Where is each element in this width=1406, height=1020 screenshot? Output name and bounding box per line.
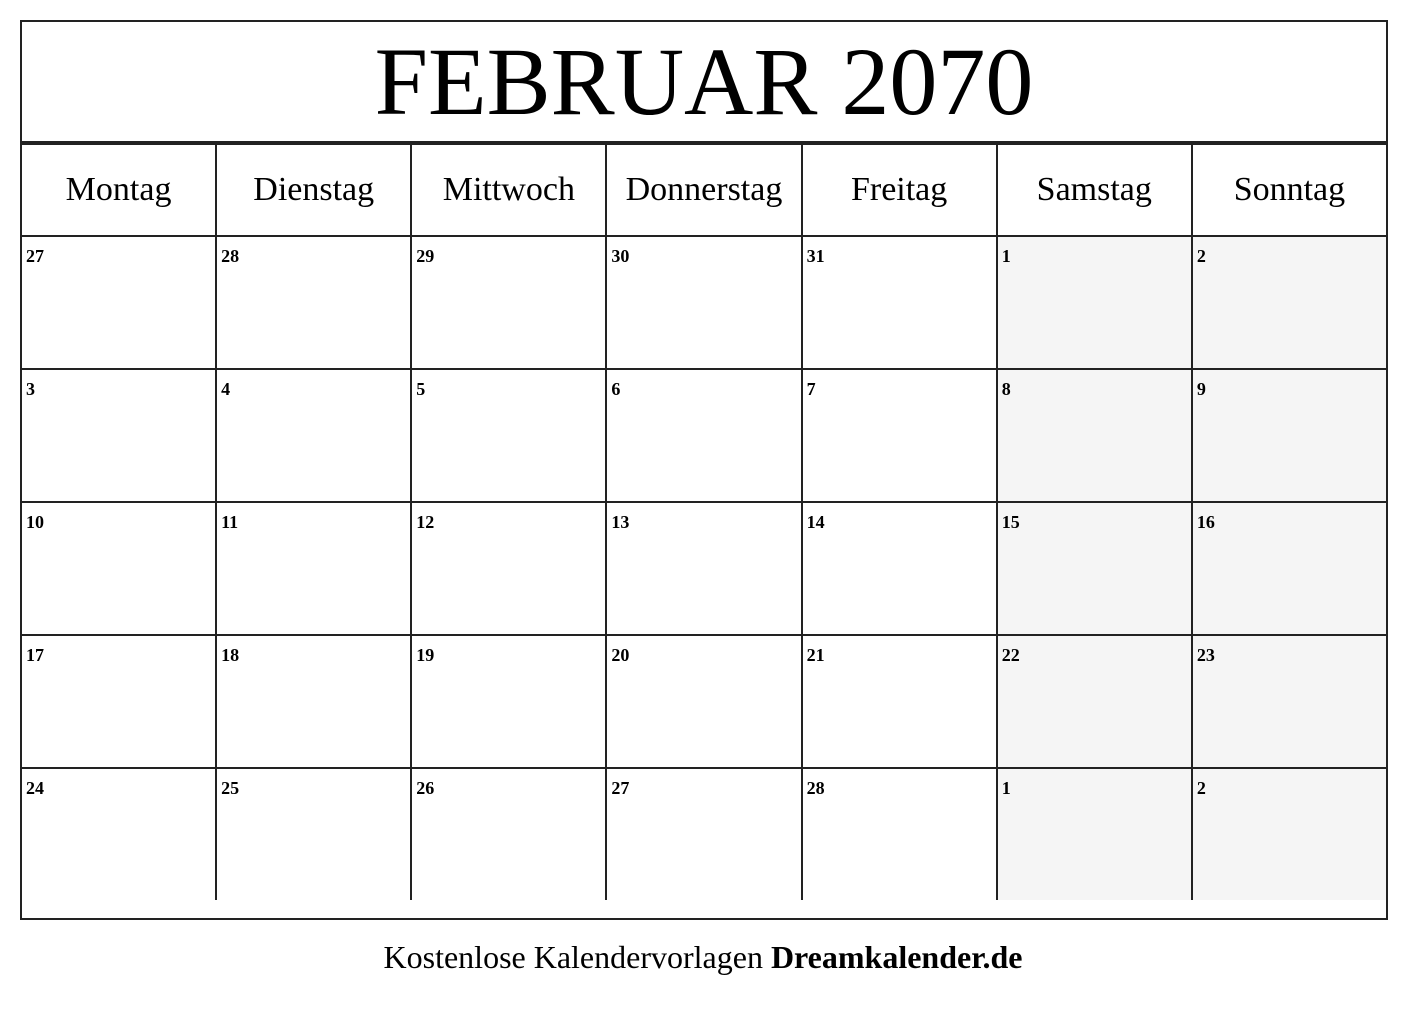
day-cell-weekend <box>998 503 1191 634</box>
day-cell <box>412 503 605 634</box>
calendar-grid <box>22 143 1386 900</box>
day-number: 15 <box>1001 512 1020 532</box>
day-number: 26 <box>416 778 435 798</box>
day-number: 31 <box>806 246 825 266</box>
day-cell-weekend <box>1193 237 1386 368</box>
day-number: 30 <box>611 246 630 266</box>
day-number: 28 <box>806 778 825 798</box>
day-cell-weekend <box>998 636 1191 767</box>
day-cell <box>22 370 215 501</box>
weekday-header-sonntag: Sonntag <box>1193 145 1386 235</box>
day-number: 25 <box>221 778 240 798</box>
day-cell <box>217 769 410 900</box>
day-number: 1 <box>1001 246 1011 266</box>
day-number: 11 <box>221 512 239 532</box>
day-cell-weekend <box>1193 370 1386 501</box>
day-cell <box>217 636 410 767</box>
day-number: 2 <box>1196 778 1206 798</box>
day-cell <box>803 237 996 368</box>
day-cell <box>412 636 605 767</box>
day-number: 20 <box>611 645 630 665</box>
day-number: 18 <box>221 645 240 665</box>
day-number: 14 <box>806 512 825 532</box>
footer <box>0 938 1406 976</box>
day-number: 13 <box>611 512 630 532</box>
day-cell <box>22 237 215 368</box>
day-cell <box>217 370 410 501</box>
weekday-header-samstag: Samstag <box>998 145 1191 235</box>
day-number: 24 <box>26 778 44 798</box>
day-number: 22 <box>1001 645 1020 665</box>
weekday-header-montag: Montag <box>22 145 215 235</box>
day-cell <box>803 370 996 501</box>
day-cell-weekend <box>998 237 1191 368</box>
day-cell-weekend <box>1193 636 1386 767</box>
day-cell-weekend <box>1193 503 1386 634</box>
day-number: 27 <box>611 778 630 798</box>
weekday-header-freitag: Freitag <box>803 145 996 235</box>
weekday-header-mittwoch: Mittwoch <box>412 145 605 235</box>
day-number: 4 <box>221 379 231 399</box>
day-number: 1 <box>1001 778 1011 798</box>
day-cell <box>217 237 410 368</box>
day-number: 9 <box>1196 379 1206 399</box>
day-cell <box>22 503 215 634</box>
day-cell <box>412 370 605 501</box>
day-cell <box>22 769 215 900</box>
day-cell <box>607 769 800 900</box>
day-number: 10 <box>26 512 44 532</box>
day-cell <box>803 636 996 767</box>
day-number: 28 <box>221 246 240 266</box>
day-cell <box>607 370 800 501</box>
footer-brand-link[interactable]: Dreamkalender.de <box>770 939 1023 975</box>
day-number: 8 <box>1001 379 1011 399</box>
day-number: 19 <box>416 645 435 665</box>
day-number: 6 <box>611 379 621 399</box>
day-number: 21 <box>806 645 825 665</box>
day-number: 29 <box>416 246 435 266</box>
day-cell <box>22 636 215 767</box>
weekday-header-dienstag: Dienstag <box>217 145 410 235</box>
day-number: 3 <box>26 379 35 399</box>
day-number: 5 <box>416 379 426 399</box>
day-number: 16 <box>1196 512 1215 532</box>
calendar <box>20 20 1388 920</box>
calendar-title: FEBRUAR 2070 <box>374 27 1034 135</box>
day-cell <box>217 503 410 634</box>
day-cell <box>803 769 996 900</box>
day-number: 23 <box>1196 645 1215 665</box>
footer-text: Kostenlose Kalendervorlagen <box>383 939 771 975</box>
day-number: 12 <box>416 512 435 532</box>
day-number: 2 <box>1196 246 1206 266</box>
day-number: 17 <box>26 645 44 665</box>
day-number: 7 <box>806 379 816 399</box>
day-cell-weekend <box>998 370 1191 501</box>
day-cell-weekend <box>1193 769 1386 900</box>
day-cell <box>412 769 605 900</box>
weekday-header-donnerstag: Donnerstag <box>607 145 800 235</box>
title-row <box>22 22 1386 143</box>
day-cell <box>412 237 605 368</box>
day-cell <box>607 503 800 634</box>
day-cell <box>607 636 800 767</box>
day-number: 27 <box>26 246 44 266</box>
day-cell <box>803 503 996 634</box>
day-cell <box>607 237 800 368</box>
day-cell-weekend <box>998 769 1191 900</box>
